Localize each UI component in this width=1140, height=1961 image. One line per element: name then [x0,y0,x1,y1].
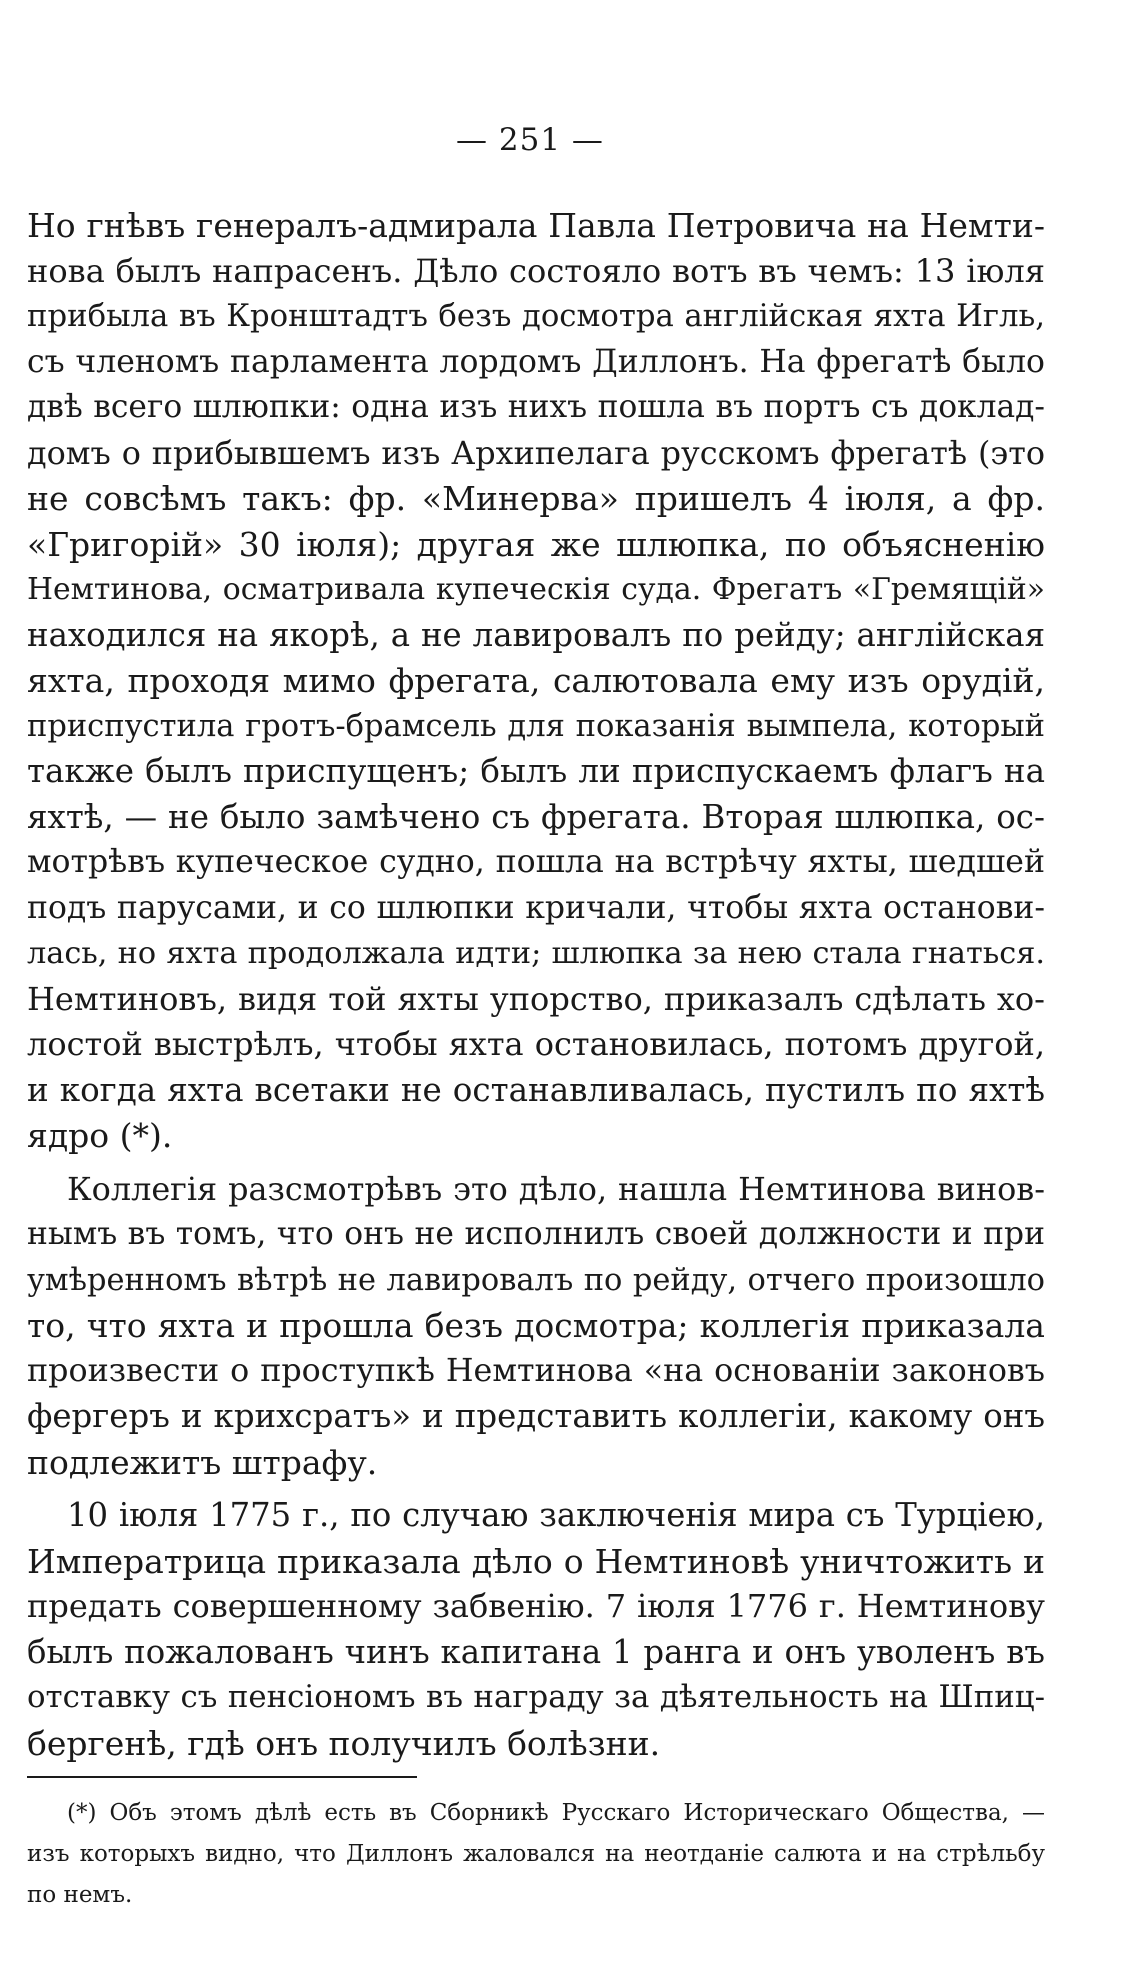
paragraph-2 [27,1167,1045,1486]
text-line: нымъ въ томъ, что онъ не исполнилъ своей должности и при [27,1216,1045,1252]
text-line: фергеръ и крихсратъ» и представить коллегіи, какому онъ [27,1397,1045,1435]
page-number: — 251 — [456,122,604,158]
text-line: Немтиновъ, видя той яхты упорство, приказалъ сдѣлать хо- [27,979,1045,1018]
text-line: яхта, проходя мимо фрегата, салютовала ему изъ орудій, [27,661,1045,700]
paragraph-gap [27,1159,1045,1167]
body-text [27,203,1045,1766]
text-line: то, что яхта и прошла безъ досмотра; коллегія приказала [27,1306,1045,1345]
text-line: предать совершенному забвенію. 7 іюля 1776 г. Немтинову [27,1587,1045,1625]
text-line: подлежитъ штрафу. [27,1442,378,1482]
text-line: приспустила гротъ-брамсель для показанія вымпела, который [27,708,1045,744]
text-line: отставку съ пенсіономъ въ награду за дѣятельность на Шпиц- [27,1679,1045,1715]
text-line: бергенѣ, гдѣ онъ получилъ болѣзни. [27,1723,661,1763]
text-line: и когда яхта всетаки не останавливалась, пустилъ по яхтѣ [27,1070,1045,1109]
text-line: съ членомъ парламента лордомъ Диллонъ. На фрегатѣ было [27,343,1045,380]
text-line: мотрѣвъ купеческое судно, пошла на встрѣчу яхты, шедшей [27,844,1045,880]
text-line: Императрица приказала дѣло о Немтиновѣ уничтожить и [27,1541,1045,1581]
text-line: подъ парусами, и со шлюпки кричали, чтобы яхта останови- [27,889,1045,926]
paragraph-gap [27,1485,1045,1493]
text-line: Коллегія разсмотрѣвъ это дѣло, нашла Немтинова винов- [67,1169,1045,1208]
footnote-divider [27,1776,417,1778]
text-line: «Григорій» 30 іюля); другая же шлюпка, по объясненію [27,524,1045,564]
text-line: нова былъ напрасенъ. Дѣло состояло вотъ въ чемъ: 13 іюля [27,251,1045,290]
paragraph-3 [27,1493,1045,1766]
text-line: ядро (*). [27,1116,173,1155]
text-line: двѣ всего шлюпки: одна изъ нихъ пошла въ портъ съ доклад- [27,389,1045,425]
text-line: былъ пожалованъ чинъ капитана 1 ранга и онъ уволенъ въ [27,1632,1045,1671]
footnote-line: (*) Объ этомъ дѣлѣ есть въ Сборникѣ Русскаго Историческаго Общества, — [67,1800,1045,1826]
text-line: находился на якорѣ, а не лавировалъ по рейду; англійская [27,615,1045,654]
text-line: домъ о прибывшемъ изъ Архипелага русскомъ фрегатѣ (это [27,433,1045,472]
text-line: Но гнѣвъ генералъ-адмирала Павла Петровича на Немти- [27,206,1045,245]
footnote-line: изъ которыхъ видно, что Диллонъ жаловался на неотданіе салюта и на стрѣльбу [27,1841,1045,1867]
footnote [27,1793,1045,1916]
text-line: Немтинова, осматривала купеческія суда. Фрегатъ «Гремящій» [27,572,1045,607]
text-line: яхтѣ, — не было замѣчено съ фрегата. Вторая шлюпка, ос- [27,797,1045,836]
footnote-line: по немъ. [27,1882,133,1908]
text-line: произвести о проступкѣ Немтинова «на основаніи законовъ [27,1352,1045,1389]
text-line: умѣренномъ вѣтрѣ не лавировалъ по рейду, отчего произошло [27,1262,1045,1298]
text-line: 10 іюля 1775 г., по случаю заключенія мира съ Турціею, [67,1496,1045,1534]
text-line: лостой выстрѣлъ, чтобы яхта остановилась, потомъ другой, [27,1025,1045,1063]
text-line: не совсѣмъ такъ: фр. «Минерва» пришелъ 4 іюля, а фр. [27,479,1045,518]
text-line: также былъ приспущенъ; былъ ли приспускаемъ флагъ на [27,752,1045,790]
text-line: лась, но яхта продолжала идти; шлюпка за нею стала гнаться. [27,936,1045,971]
paragraph-1 [27,203,1045,1159]
text-line: прибыла въ Кронштадтъ безъ досмотра англійская яхта Игль, [27,298,1045,334]
